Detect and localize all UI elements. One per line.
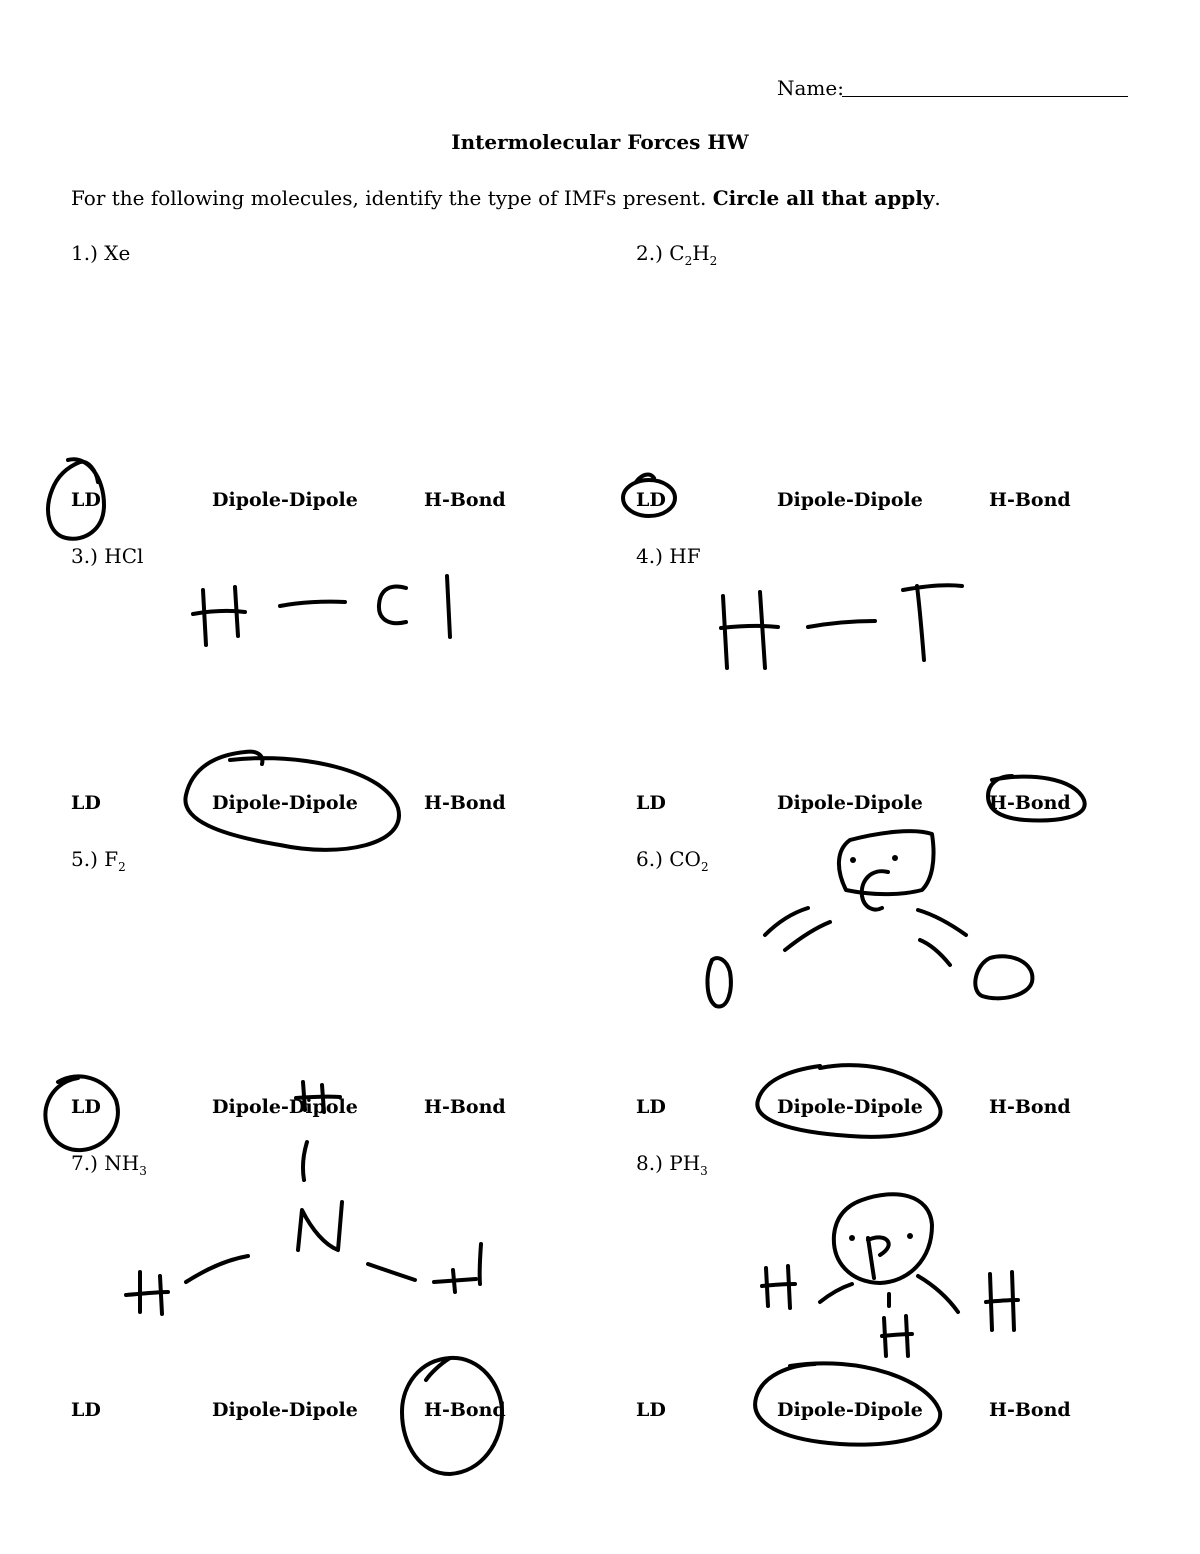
option-ld[interactable]: LD (636, 489, 666, 511)
option-h-bond[interactable]: H-Bond (424, 489, 506, 511)
hf-structure-sketch (721, 585, 962, 668)
option-ld[interactable]: LD (636, 1096, 666, 1118)
formula-subscript: 3 (700, 1164, 708, 1178)
answer-circle (755, 1363, 940, 1444)
option-dipole-dipole[interactable]: Dipole-Dipole (777, 792, 923, 814)
answer-circle (623, 480, 675, 516)
question-number: 4.) (636, 544, 663, 568)
formula-part: H (692, 241, 710, 265)
option-ld[interactable]: LD (71, 1399, 101, 1421)
instructions-emphasis: Circle all that apply (712, 186, 935, 210)
option-dipole-dipole[interactable]: Dipole-Dipole (777, 1096, 923, 1118)
formula-part: CO (669, 847, 701, 871)
formula-part: PH (669, 1151, 701, 1175)
answer-circle (988, 776, 1085, 820)
question-formula: HCl (104, 544, 144, 568)
question-formula: HF (669, 544, 701, 568)
question-number: 8.) (636, 1151, 663, 1175)
option-h-bond[interactable]: H-Bond (424, 1399, 506, 1421)
page-title: Intermolecular Forces HW (451, 130, 749, 154)
hcl-structure-sketch (193, 576, 450, 645)
name-label: Name: (777, 76, 844, 100)
question-number: 7.) (71, 1151, 98, 1175)
answer-circle (45, 1076, 118, 1150)
question-number: 6.) (636, 847, 663, 871)
question-number: 5.) (71, 847, 98, 871)
formula-part: NH (104, 1151, 140, 1175)
option-ld[interactable]: LD (71, 489, 101, 511)
option-dipole-dipole[interactable]: Dipole-Dipole (212, 792, 358, 814)
formula-subscript: 2 (118, 860, 126, 874)
formula-part: C (669, 241, 685, 265)
option-ld[interactable]: LD (71, 792, 101, 814)
formula-subscript: 2 (684, 254, 693, 268)
option-h-bond[interactable]: H-Bond (424, 1096, 506, 1118)
option-h-bond[interactable]: H-Bond (424, 792, 506, 814)
question-number: 1.) (71, 241, 98, 265)
answer-circle (48, 459, 104, 538)
option-dipole-dipole[interactable]: Dipole-Dipole (777, 489, 923, 511)
option-ld[interactable]: LD (636, 792, 666, 814)
option-h-bond[interactable]: H-Bond (989, 1096, 1071, 1118)
option-dipole-dipole[interactable]: Dipole-Dipole (212, 1096, 358, 1118)
instructions-lead: For the following molecules, identify the type of IMFs present. (71, 186, 707, 210)
formula-subscript: 2 (709, 254, 718, 268)
formula-subscript: 2 (700, 860, 709, 874)
option-h-bond[interactable]: H-Bond (989, 489, 1071, 511)
answer-circle (185, 752, 399, 850)
ph3-structure-sketch (762, 1194, 1018, 1356)
option-dipole-dipole[interactable]: Dipole-Dipole (777, 1399, 923, 1421)
option-h-bond[interactable]: H-Bond (989, 792, 1071, 814)
nh3-structure-sketch (126, 1082, 481, 1314)
question-formula: Xe (104, 241, 131, 265)
option-h-bond[interactable]: H-Bond (989, 1399, 1071, 1421)
option-ld[interactable]: LD (636, 1399, 666, 1421)
option-dipole-dipole[interactable]: Dipole-Dipole (212, 1399, 358, 1421)
question-number: 3.) (71, 544, 98, 568)
option-dipole-dipole[interactable]: Dipole-Dipole (212, 489, 358, 511)
answer-circle (757, 1065, 940, 1137)
question-number: 2.) (636, 241, 663, 265)
co2-structure-sketch (707, 831, 1032, 1006)
instructions-end: . (934, 186, 941, 210)
answer-circle (402, 1358, 502, 1474)
option-ld[interactable]: LD (71, 1096, 101, 1118)
formula-subscript: 3 (139, 1164, 147, 1178)
formula-part: F (104, 847, 119, 871)
